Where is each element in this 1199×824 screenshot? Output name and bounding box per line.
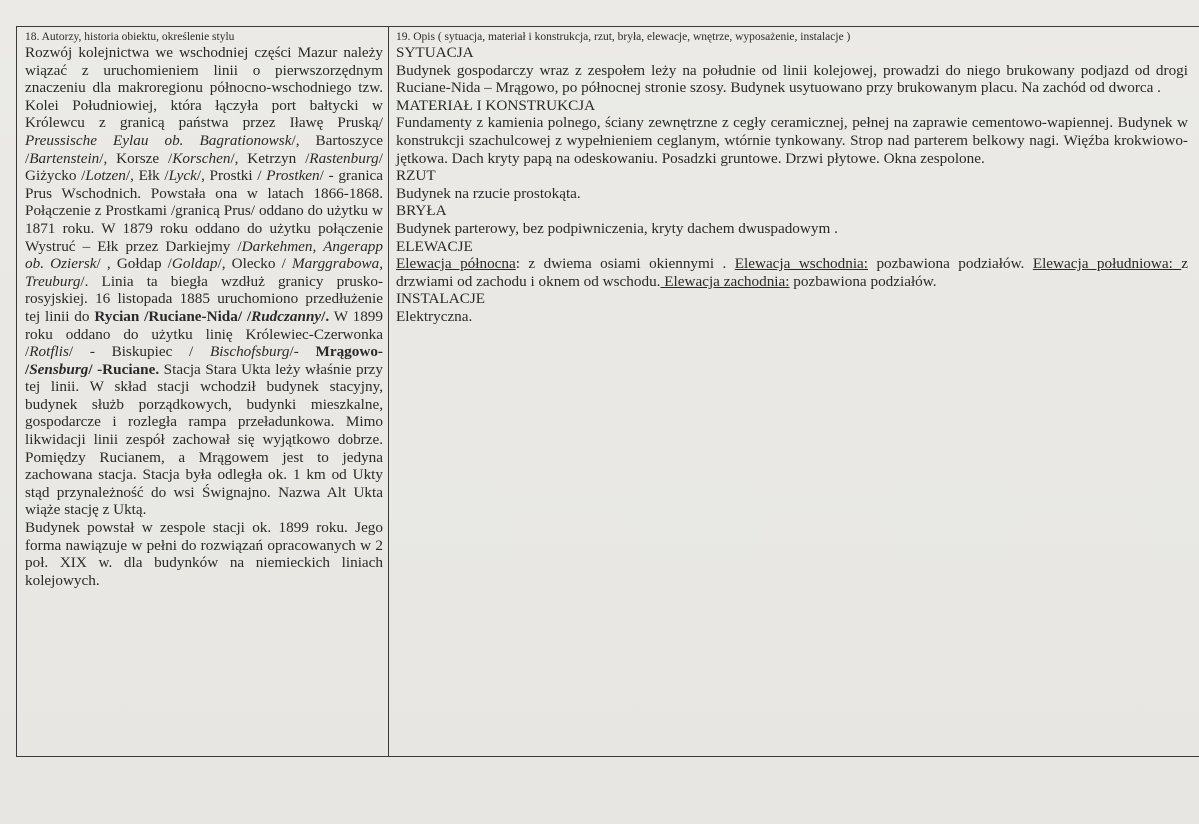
frame-top-line <box>16 26 1199 27</box>
text-run: /, Olecko / <box>217 255 292 273</box>
text-run: W 1899 roku oddano do użytku linię Królewiec-Czerwonka / <box>25 307 383 361</box>
text-run: : z dwiema osiami okiennymi . <box>515 255 735 273</box>
section-text-elevations <box>396 255 1188 290</box>
text-run: /, Ełk / <box>125 167 169 185</box>
text-run: / Giżycko / <box>25 149 383 185</box>
column-divider-line <box>388 26 389 756</box>
text-run: /, Prostki / <box>196 167 267 185</box>
text-run: Elewacja wschodnia: <box>734 255 869 273</box>
text-run: Preussische Eylau ob. Bagrationowsk <box>25 131 292 149</box>
section-text-form: Budynek parterowy, bez podpiwniczenia, kryty dachem dwuspadowym . <box>396 219 838 237</box>
text-run: /, Bartoszyce / <box>25 131 383 167</box>
section-text-material: Fundamenty z kamienia polnego, ściany zewnętrzne z cegły ceramicznej, pełnej na zaprawie cementowo-wapiennej. Budynek w konstrukcji szachulcowej z wypełnieniem ceglanym, wtórnie tynkowany. Strop nad parterem belkowy nagi. Więźba krokwiowo-jętkowa. Dach kryty papą na odeskowaniu. Posadzki gruntowe. Drzwi płytowe. Okna zespolone. <box>396 114 1188 167</box>
text-run: /- <box>289 343 316 361</box>
history-column <box>25 30 383 589</box>
history-paragraph-1 <box>25 44 383 519</box>
text-run: Elewacja zachodnia: <box>660 272 790 290</box>
text-run: Stacja Stara Ukta leży właśnie przy tej linii. W skład stacji wchodził budynek stacyjny, budynek służb porządkowych, budynki mieszkalne, gospodarcze i rozległa rampa przeładunkowa. Mimo likwidacji linii zespół zachował się wyjątkowo dobrze. Pomiędzy Rucianem, a Mrągowem jest to jedyna zachowana stacja. Stacja była odległa ok. 1 km od Ukty stąd przynależność do wsi Śwignajno. Nazwa Alt Ukta wiąże stację z Uktą. <box>25 360 383 519</box>
section-title-installations: INSTALACJE <box>396 290 486 308</box>
text-run: Sensburg <box>29 360 89 378</box>
section-text-installations: Elektryczna. <box>396 307 473 325</box>
text-run: pozbawiona podziałów. <box>868 255 1033 273</box>
text-run: z drzwiami od zachodu i oknem od wschodu. <box>396 255 1189 290</box>
text-run: Marggrabowa, Treuburg <box>25 255 383 290</box>
text-run: Rastenburg <box>309 149 379 167</box>
text-run: / , Gołdap / <box>96 255 172 273</box>
text-run: /. Linia ta biegła wzdłuż granicy prusko-rosyjskiej. 16 listopada 1885 uruchomiono przedłużenie tej linii do <box>25 272 383 325</box>
section-text-situation: Budynek gospodarczy wraz z zespołem leży na południe od linii kolejowej, prowadzi do niego brukowany podjazd od drogi Ruciane-Nida – Mrągowo, po północnej stronie szosy. Budynek usytuowano przy brukowanym placu. Na zachód od dworca . <box>396 61 1188 97</box>
text-run: Bartenstein <box>29 149 100 167</box>
text-run: /, Ketrzyn / <box>230 149 310 167</box>
text-run: /, Korsze / <box>99 149 173 167</box>
text-run: Lyck <box>168 167 197 185</box>
text-run: Mrągowo- / <box>25 343 383 378</box>
text-run: Elewacja północna <box>396 255 516 273</box>
section-title-elevations: ELEWACJE <box>396 237 473 255</box>
history-paragraph-2: Budynek powstał w zespole stacji ok. 1899 roku. Jego forma nawiązuje w pełni do rozwiązań opracowanych w 2 poł. XIX w. dla budynków na niemieckich liniach kolejowych. <box>25 519 383 589</box>
text-run: / - granica Prus Wschodnich. Powstała ona w latach 1866-1868. Połączenie z Prostkami /granicą Prus/ oddano do użytku w 1871 roku. W 1879 roku oddano do użytku połączenie Wystruć – Ełk przez Darkiejmy / <box>25 167 384 255</box>
text-run: Prostken <box>266 167 320 185</box>
text-run: Bischofsburg <box>209 343 290 361</box>
section-title-form: BRYŁA <box>396 202 447 220</box>
text-run: Rycian /Ruciane-Nida/ / <box>94 307 252 325</box>
section-title-situation: SYTUACJA <box>396 44 474 61</box>
text-run: pozbawiona podziałów. <box>789 272 937 290</box>
text-run: / -Ruciane. <box>88 360 160 378</box>
text-run: Rudczanny <box>251 307 322 325</box>
text-run: Elewacja południowa: <box>1032 255 1182 273</box>
section-title-material: MATERIAŁ I KONSTRUKCJA <box>396 96 596 114</box>
text-run: Rozwój kolejnictwa we wschodniej części Mazur należy wiązać z uruchomieniem linii o pierwszorzędnym znaczeniu dla makroregionu północno-wschodniego tzw. Kolei Południowiej, która łączyła port bałtycki w Królewcu z granicą państwa przez Iławę Pruską/ <box>25 44 383 132</box>
description-header: 19. Opis ( sytuacja, materiał i konstrukcja, rzut, bryła, elewacje, wnętrze, wyposażenie, instalacje ) <box>396 31 851 43</box>
text-run: Korschen <box>172 149 231 167</box>
frame-left-line <box>16 26 17 756</box>
text-run: Goldap <box>171 255 218 273</box>
section-title-plan: RZUT <box>396 167 436 185</box>
text-run: Rotflis <box>29 343 69 361</box>
description-column <box>396 30 1188 326</box>
text-run: Lotzen <box>85 167 126 185</box>
history-header: 18. Autorzy, historia obiektu, określenie stylu <box>25 31 235 43</box>
text-run: / - Biskupiec / <box>68 343 210 361</box>
frame-bottom-line <box>16 756 1199 757</box>
text-run: Darkehmen, Angerapp ob. Oziersk <box>25 237 383 273</box>
section-text-plan: Budynek na rzucie prostokąta. <box>396 184 581 202</box>
text-run: /. <box>321 307 330 325</box>
